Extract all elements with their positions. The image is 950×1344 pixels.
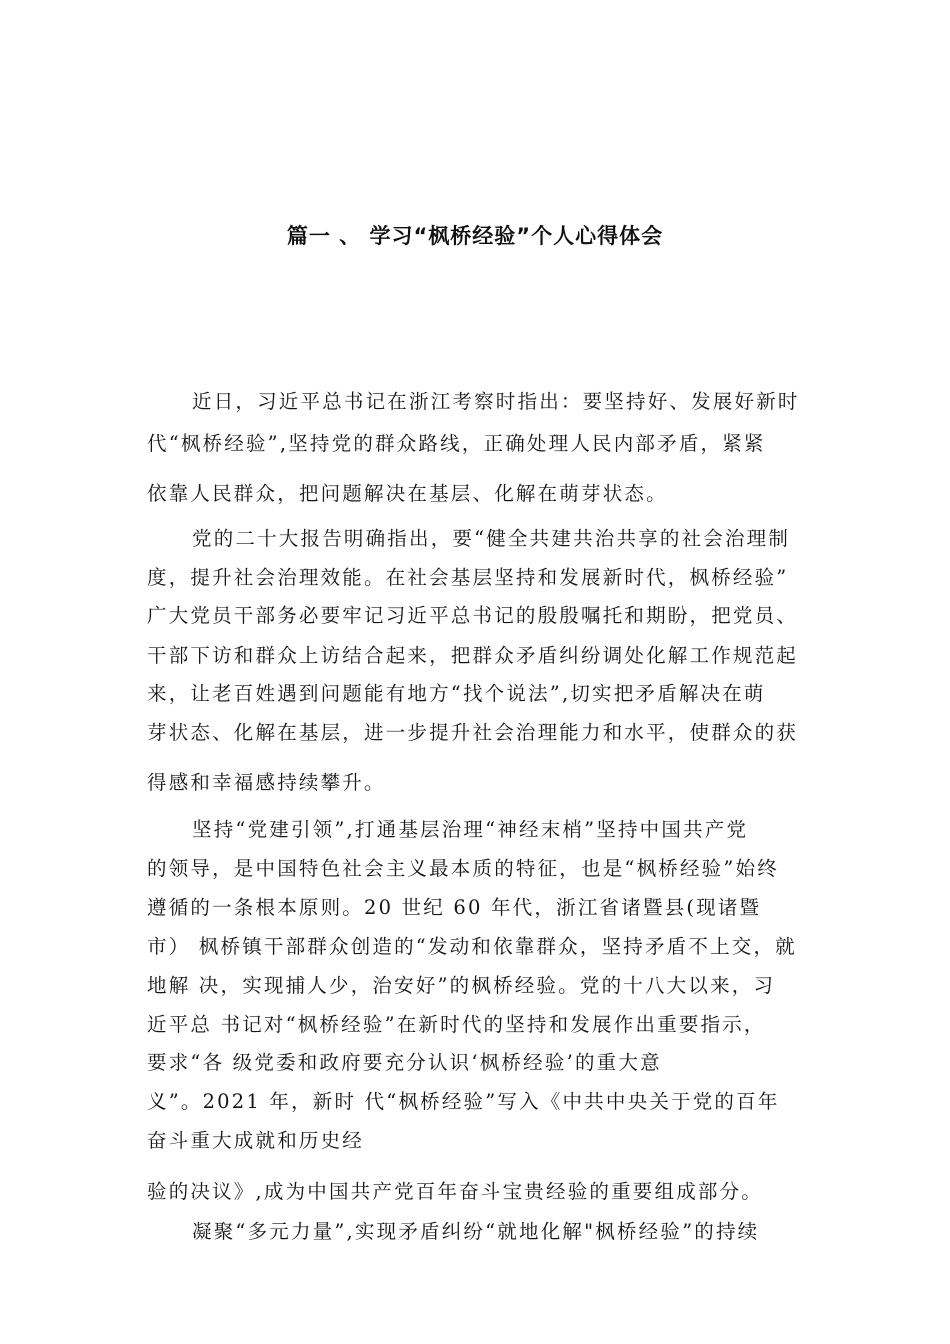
- paragraph-line: 得感和幸福感持续攀升。: [147, 771, 386, 794]
- paragraph-line: 义”。2021 年，新时 代“枫桥经验”写入《中共中央关于党的百年: [147, 1090, 780, 1113]
- paragraph-line: 近平总 书记对“枫桥经验”在新时代的坚持和发展作出重要指示，: [147, 1013, 766, 1036]
- paragraph-line: 广大党员干部务必要牢记习近平总书记的殷殷嘱托和期盼，把党员、: [147, 604, 799, 627]
- paragraph-line: 地解 决，实现捕人少，治安好”的枫桥经验。党的十八大以来，习: [147, 974, 776, 997]
- paragraph-line: 近日，习近平总书记在浙江考察时指出：要坚持好、发展好新时: [192, 390, 800, 413]
- paragraph-line: 市） 枫桥镇干部群众创造的“发动和依靠群众，坚持矛盾不上交，就: [147, 935, 797, 958]
- paragraph-line: 坚持“党建引领”,打通基层治理“神经末梢”坚持中国共产党: [192, 818, 749, 841]
- paragraph-line: 党的二十大报告明确指出，要“健全共建共治共享的社会治理制: [192, 527, 791, 550]
- paragraph-line: 依靠人民群众，把问题解决在基层、化解在萌芽状态。: [147, 482, 668, 505]
- paragraph-line: 干部下访和群众上访结合起来，把群众矛盾纠纷调处化解工作规范起: [147, 644, 799, 667]
- paragraph-line: 度，提升社会治理效能。在社会基层坚持和发展新时代，枫桥经验”: [147, 566, 789, 589]
- paragraph-line: 来，让老百姓遇到问题能有地方“找个说法”,切实把矛盾解决在萌: [147, 682, 766, 705]
- paragraph-line: 验的决议》,成为中国共产党百年奋斗宝贵经验的重要组成部分。: [147, 1180, 763, 1203]
- document-title: 篇一 、 学习“枫桥经验”个人心得体会: [286, 224, 664, 248]
- paragraph-line: 遵循的一条根本原则。20 世纪 60 年代，浙江省诸暨县(现诸暨: [147, 896, 762, 919]
- paragraph-line: 凝聚“多元力量”,实现矛盾纠纷“就地化解"枫桥经验”的持续: [192, 1220, 760, 1243]
- paragraph-line: 要求“各 级党委和政府要充分认识‘枫桥经验’的重大意: [147, 1051, 662, 1074]
- paragraph-line: 的领导，是中国特色社会主义最本质的特征，也是“枫桥经验”始终: [147, 857, 779, 880]
- paragraph-line: 代“枫桥经验”,坚持党的群众路线，正确处理人民内部矛盾，紧紧: [147, 432, 766, 455]
- paragraph-line: 奋斗重大成就和历史经: [147, 1129, 365, 1152]
- paragraph-line: 芽状态、化解在基层，进一步提升社会治理能力和水平，使群众的获: [147, 721, 799, 744]
